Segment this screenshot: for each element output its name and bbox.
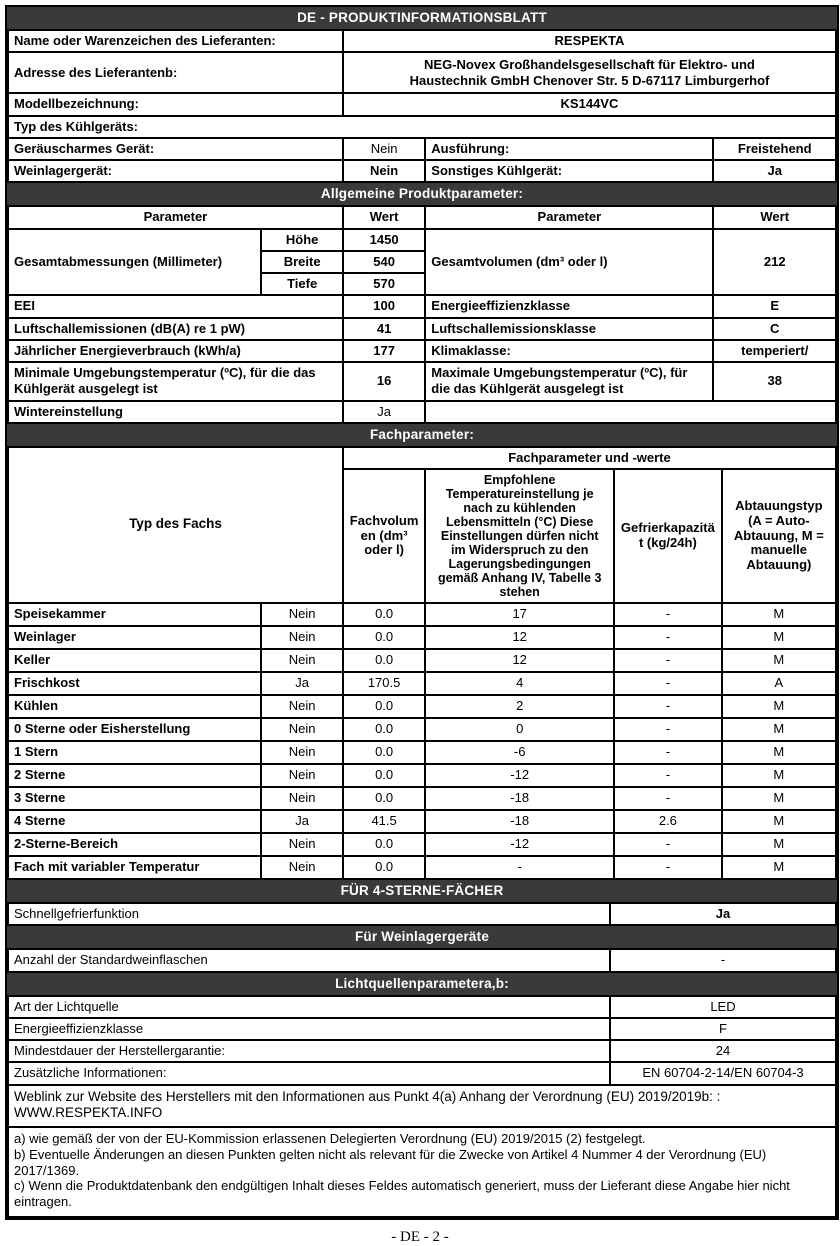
light-type-label: Art der Lichtquelle bbox=[8, 996, 610, 1018]
table-row bbox=[8, 30, 836, 52]
compartment-temperature: 17 bbox=[425, 603, 614, 626]
table-row bbox=[8, 764, 836, 787]
width-label: Breite bbox=[261, 251, 343, 273]
table-header-row bbox=[8, 447, 836, 469]
table-row bbox=[8, 1062, 836, 1084]
supplier-name-value: RESPEKTA bbox=[343, 30, 836, 52]
compartment-volume: 0.0 bbox=[343, 695, 425, 718]
compartment-volume: 0.0 bbox=[343, 856, 425, 879]
table-row bbox=[8, 362, 836, 401]
four-star-table bbox=[7, 902, 837, 926]
compartment-type: 0 Sterne oder Eisherstellung bbox=[8, 718, 261, 741]
total-volume-label: Gesamtvolumen (dm³ oder l) bbox=[425, 229, 713, 296]
compartment-present: Ja bbox=[261, 810, 343, 833]
table-row bbox=[8, 318, 836, 340]
other-fridge-label: Sonstiges Kühlgerät: bbox=[425, 160, 713, 182]
annual-energy-label: Jährlicher Energieverbrauch (kWh/a) bbox=[8, 340, 343, 362]
compartment-volume: 0.0 bbox=[343, 741, 425, 764]
sheet-title: DE - PRODUKTINFORMATIONSBLATT bbox=[297, 10, 547, 25]
table-header-row bbox=[8, 206, 836, 228]
wine-storage-title: Für Weinlagergeräte bbox=[354, 929, 490, 945]
winter-setting-label: Wintereinstellung bbox=[8, 401, 343, 423]
depth-value: 570 bbox=[343, 273, 425, 295]
design-value: Freistehend bbox=[713, 138, 836, 160]
compartment-type: Weinlager bbox=[8, 626, 261, 649]
light-source-title: Lichtquellenparametera,b: bbox=[335, 975, 509, 991]
eei-value: 100 bbox=[343, 295, 425, 317]
table-row bbox=[8, 401, 836, 423]
width-value: 540 bbox=[343, 251, 425, 273]
column-header-parameter-2: Parameter bbox=[425, 206, 713, 228]
compartment-present: Nein bbox=[261, 695, 343, 718]
table-row bbox=[8, 649, 836, 672]
general-parameters-bar bbox=[7, 183, 837, 205]
compartment-temperature: - bbox=[425, 856, 614, 879]
device-type-table bbox=[7, 137, 837, 184]
compartment-freezing-capacity: - bbox=[614, 741, 722, 764]
compartment-volume: 0.0 bbox=[343, 649, 425, 672]
height-label: Höhe bbox=[261, 229, 343, 251]
climate-class-label: Klimaklasse: bbox=[425, 340, 713, 362]
column-header-parameter-1: Parameter bbox=[8, 206, 343, 228]
compartment-defrost-type: M bbox=[722, 764, 836, 787]
weblink-table bbox=[7, 1084, 837, 1128]
compartment-type: 4 Sterne bbox=[8, 810, 261, 833]
compartment-defrost-type: M bbox=[722, 741, 836, 764]
low-noise-value: Nein bbox=[343, 138, 425, 160]
fast-freeze-value: Ja bbox=[610, 903, 836, 925]
compartment-type: Speisekammer bbox=[8, 603, 261, 626]
compartment-defrost-type: M bbox=[722, 856, 836, 879]
other-fridge-value: Ja bbox=[713, 160, 836, 182]
page-number: - DE - 2 - bbox=[391, 1229, 449, 1246]
manufacturer-weblink: Weblink zur Website des Herstellers mit den Informationen aus Punkt 4(a) Anhang der Verordnung (EU) 2019/2019b: : WWW.RESPEKTA.INFO bbox=[8, 1085, 836, 1127]
table-row bbox=[8, 787, 836, 810]
total-volume-value: 212 bbox=[713, 229, 836, 296]
compartment-type: 2-Sterne-Bereich bbox=[8, 833, 261, 856]
compartment-present: Nein bbox=[261, 626, 343, 649]
compartment-temperature: 0 bbox=[425, 718, 614, 741]
footnote-a: a) wie gemäß der von der EU-Kommission erlassenen Delegierten Verordnung (EU) 2019/2015 (2) festgelegt. bbox=[14, 1130, 646, 1146]
compartment-temperature: 4 bbox=[425, 672, 614, 695]
wine-storage-value: Nein bbox=[343, 160, 425, 182]
table-row bbox=[8, 903, 836, 925]
wine-bottles-label: Anzahl der Standardweinflaschen bbox=[8, 949, 610, 971]
compartment-defrost-type: M bbox=[722, 603, 836, 626]
table-row bbox=[8, 1040, 836, 1062]
annual-energy-value: 177 bbox=[343, 340, 425, 362]
model-value: KS144VC bbox=[343, 93, 836, 115]
table-row bbox=[8, 93, 836, 115]
light-energy-class-value: F bbox=[610, 1018, 836, 1040]
column-header-wert-1: Wert bbox=[343, 206, 425, 228]
winter-setting-value: Ja bbox=[343, 401, 425, 423]
model-label: Modellbezeichnung: bbox=[8, 93, 343, 115]
compartment-type: Frischkost bbox=[8, 672, 261, 695]
compartment-present: Ja bbox=[261, 672, 343, 695]
light-energy-class-label: Energieeffizienzklasse bbox=[8, 1018, 610, 1040]
general-parameters-title: Allgemeine Produktparameter: bbox=[320, 186, 524, 202]
supplier-table bbox=[7, 29, 837, 139]
compartment-type: 1 Stern bbox=[8, 741, 261, 764]
device-type-label: Typ des Kühlgeräts: bbox=[8, 116, 836, 138]
table-row bbox=[8, 626, 836, 649]
compartment-parameters-bar bbox=[7, 424, 837, 446]
compartment-freezing-capacity: - bbox=[614, 833, 722, 856]
compartment-defrost-type: A bbox=[722, 672, 836, 695]
table-row bbox=[8, 810, 836, 833]
compartment-present: Nein bbox=[261, 603, 343, 626]
min-ambient-temp-label: Minimale Umgebungstemperatur (ºC), für die das Kühlgerät ausgelegt ist bbox=[8, 362, 343, 401]
table-row bbox=[8, 160, 836, 182]
energy-class-value: E bbox=[713, 295, 836, 317]
noise-emission-label: Luftschallemissionen (dB(A) re 1 pW) bbox=[8, 318, 343, 340]
empty-cell bbox=[425, 401, 836, 423]
compartment-parameters-table bbox=[7, 446, 837, 880]
compartment-parameters-title: Fachparameter: bbox=[369, 426, 475, 442]
compartment-defrost-type: M bbox=[722, 626, 836, 649]
wine-storage-table bbox=[7, 948, 837, 972]
height-value: 1450 bbox=[343, 229, 425, 251]
group-header-compartment-values: Fachparameter und -werte bbox=[343, 447, 836, 469]
compartment-volume: 0.0 bbox=[343, 718, 425, 741]
compartment-volume: 0.0 bbox=[343, 626, 425, 649]
compartment-temperature: -18 bbox=[425, 787, 614, 810]
table-row bbox=[8, 996, 836, 1018]
wine-storage-bar bbox=[7, 926, 837, 948]
column-header-defrost-type: Abtauungstyp (A = Auto-Abtauung, M = manuelle Abtauung) bbox=[722, 469, 836, 603]
table-row bbox=[8, 295, 836, 317]
table-row bbox=[8, 1018, 836, 1040]
design-label: Ausführung: bbox=[425, 138, 713, 160]
footnote-c: c) Wenn die Produktdatenbank den endgültigen Inhalt dieses Feldes automatisch generiert, muss der Lieferant diese Angabe hier nicht eintragen. bbox=[14, 1178, 790, 1210]
compartment-present: Nein bbox=[261, 764, 343, 787]
energy-class-label: Energieeffizienzklasse bbox=[425, 295, 713, 317]
noise-class-label: Luftschallemissionsklasse bbox=[425, 318, 713, 340]
compartment-freezing-capacity: - bbox=[614, 603, 722, 626]
compartment-temperature: 12 bbox=[425, 626, 614, 649]
table-row bbox=[8, 1127, 836, 1217]
footnotes-cell bbox=[8, 1127, 836, 1217]
compartment-temperature: -18 bbox=[425, 810, 614, 833]
compartment-defrost-type: M bbox=[722, 649, 836, 672]
compartment-defrost-type: M bbox=[722, 810, 836, 833]
compartment-volume: 0.0 bbox=[343, 764, 425, 787]
compartment-type: Kühlen bbox=[8, 695, 261, 718]
compartment-present: Nein bbox=[261, 741, 343, 764]
compartment-type: Keller bbox=[8, 649, 261, 672]
depth-label: Tiefe bbox=[261, 273, 343, 295]
light-source-table bbox=[7, 995, 837, 1086]
additional-info-value: EN 60704-2-14/EN 60704-3 bbox=[610, 1062, 836, 1084]
table-row bbox=[8, 229, 836, 251]
eei-label: EEI bbox=[8, 295, 343, 317]
table-row bbox=[8, 718, 836, 741]
compartment-volume: 0.0 bbox=[343, 603, 425, 626]
compartment-freezing-capacity: - bbox=[614, 718, 722, 741]
light-type-value: LED bbox=[610, 996, 836, 1018]
min-ambient-temp-value: 16 bbox=[343, 362, 425, 401]
column-header-freezing-capacity: Gefrierkapazität (kg/24h) bbox=[614, 469, 722, 603]
additional-info-label: Zusätzliche Informationen: bbox=[8, 1062, 610, 1084]
warranty-value: 24 bbox=[610, 1040, 836, 1062]
noise-class-value: C bbox=[713, 318, 836, 340]
compartment-present: Nein bbox=[261, 833, 343, 856]
compartment-temperature: -6 bbox=[425, 741, 614, 764]
climate-class-value: temperiert/ bbox=[713, 340, 836, 362]
compartment-volume: 0.0 bbox=[343, 833, 425, 856]
supplier-name-label: Name oder Warenzeichen des Lieferanten: bbox=[8, 30, 343, 52]
compartment-freezing-capacity: - bbox=[614, 787, 722, 810]
four-star-title: FÜR 4-STERNE-FÄCHER bbox=[340, 883, 504, 898]
compartment-present: Nein bbox=[261, 718, 343, 741]
compartment-type: 2 Sterne bbox=[8, 764, 261, 787]
warranty-label: Mindestdauer der Herstellergarantie: bbox=[8, 1040, 610, 1062]
table-row bbox=[8, 52, 836, 93]
table-row bbox=[8, 672, 836, 695]
compartment-freezing-capacity: - bbox=[614, 672, 722, 695]
noise-emission-value: 41 bbox=[343, 318, 425, 340]
compartment-temperature: -12 bbox=[425, 833, 614, 856]
compartment-freezing-capacity: 2.6 bbox=[614, 810, 722, 833]
table-row bbox=[8, 116, 836, 138]
compartment-volume: 0.0 bbox=[343, 787, 425, 810]
column-header-wert-2: Wert bbox=[713, 206, 836, 228]
column-header-volume: Fachvolumen (dm³ oder l) bbox=[343, 469, 425, 603]
compartment-temperature: -12 bbox=[425, 764, 614, 787]
supplier-address-value: NEG-Novex Großhandelsgesellschaft für Elektro- und Haustechnik GmbH Chenover Str. 5 D-67117 Limburgerhof bbox=[343, 52, 836, 93]
column-header-compartment-type: Typ des Fachs bbox=[8, 447, 343, 603]
compartment-defrost-type: M bbox=[722, 695, 836, 718]
compartment-freezing-capacity: - bbox=[614, 649, 722, 672]
fast-freeze-label: Schnellgefrierfunktion bbox=[8, 903, 610, 925]
sheet-title-bar bbox=[7, 7, 837, 29]
compartment-freezing-capacity: - bbox=[614, 764, 722, 787]
light-source-bar bbox=[7, 973, 837, 995]
column-header-temperature: Empfohlene Temperatureinstellung je nach zu kühlenden Lebensmitteln (°C) Diese Einstellungen dürfen nicht im Widerspruch zu den Lagerungsbedingungen gemäß Anhang IV, Tabelle 3 stehen bbox=[425, 469, 614, 603]
wine-storage-label: Weinlagergerät: bbox=[8, 160, 343, 182]
compartment-defrost-type: M bbox=[722, 718, 836, 741]
max-ambient-temp-value: 38 bbox=[713, 362, 836, 401]
compartment-freezing-capacity: - bbox=[614, 856, 722, 879]
general-parameters-table bbox=[7, 205, 837, 424]
table-row bbox=[8, 340, 836, 362]
compartment-type: 3 Sterne bbox=[8, 787, 261, 810]
dimensions-label: Gesamtabmessungen (Millimeter) bbox=[8, 229, 261, 296]
table-row bbox=[8, 949, 836, 971]
compartment-present: Nein bbox=[261, 856, 343, 879]
table-row bbox=[8, 833, 836, 856]
low-noise-label: Geräuscharmes Gerät: bbox=[8, 138, 343, 160]
compartment-present: Nein bbox=[261, 787, 343, 810]
max-ambient-temp-label: Maximale Umgebungstemperatur (ºC), für die das Kühlgerät ausgelegt ist bbox=[425, 362, 713, 401]
compartment-temperature: 2 bbox=[425, 695, 614, 718]
compartment-freezing-capacity: - bbox=[614, 626, 722, 649]
compartment-volume: 170.5 bbox=[343, 672, 425, 695]
table-row bbox=[8, 695, 836, 718]
compartment-volume: 41.5 bbox=[343, 810, 425, 833]
product-information-sheet bbox=[5, 5, 839, 1220]
compartment-present: Nein bbox=[261, 649, 343, 672]
compartment-type: Fach mit variabler Temperatur bbox=[8, 856, 261, 879]
table-row bbox=[8, 603, 836, 626]
table-row bbox=[8, 138, 836, 160]
compartment-freezing-capacity: - bbox=[614, 695, 722, 718]
table-row bbox=[8, 856, 836, 879]
table-row bbox=[8, 741, 836, 764]
table-row bbox=[8, 1085, 836, 1127]
wine-bottles-value: - bbox=[610, 949, 836, 971]
footnotes-table bbox=[7, 1126, 837, 1218]
four-star-bar bbox=[7, 880, 837, 902]
compartment-defrost-type: M bbox=[722, 833, 836, 856]
footnote-b: b) Eventuelle Änderungen an diesen Punkten gelten nicht als relevant für die Zwecke von Artikel 4 Nummer 4 der Verordnung (EU) 2017/1369. bbox=[14, 1146, 767, 1178]
supplier-address-label: Adresse des Lieferantenb: bbox=[8, 52, 343, 93]
compartment-temperature: 12 bbox=[425, 649, 614, 672]
compartment-defrost-type: M bbox=[722, 787, 836, 810]
